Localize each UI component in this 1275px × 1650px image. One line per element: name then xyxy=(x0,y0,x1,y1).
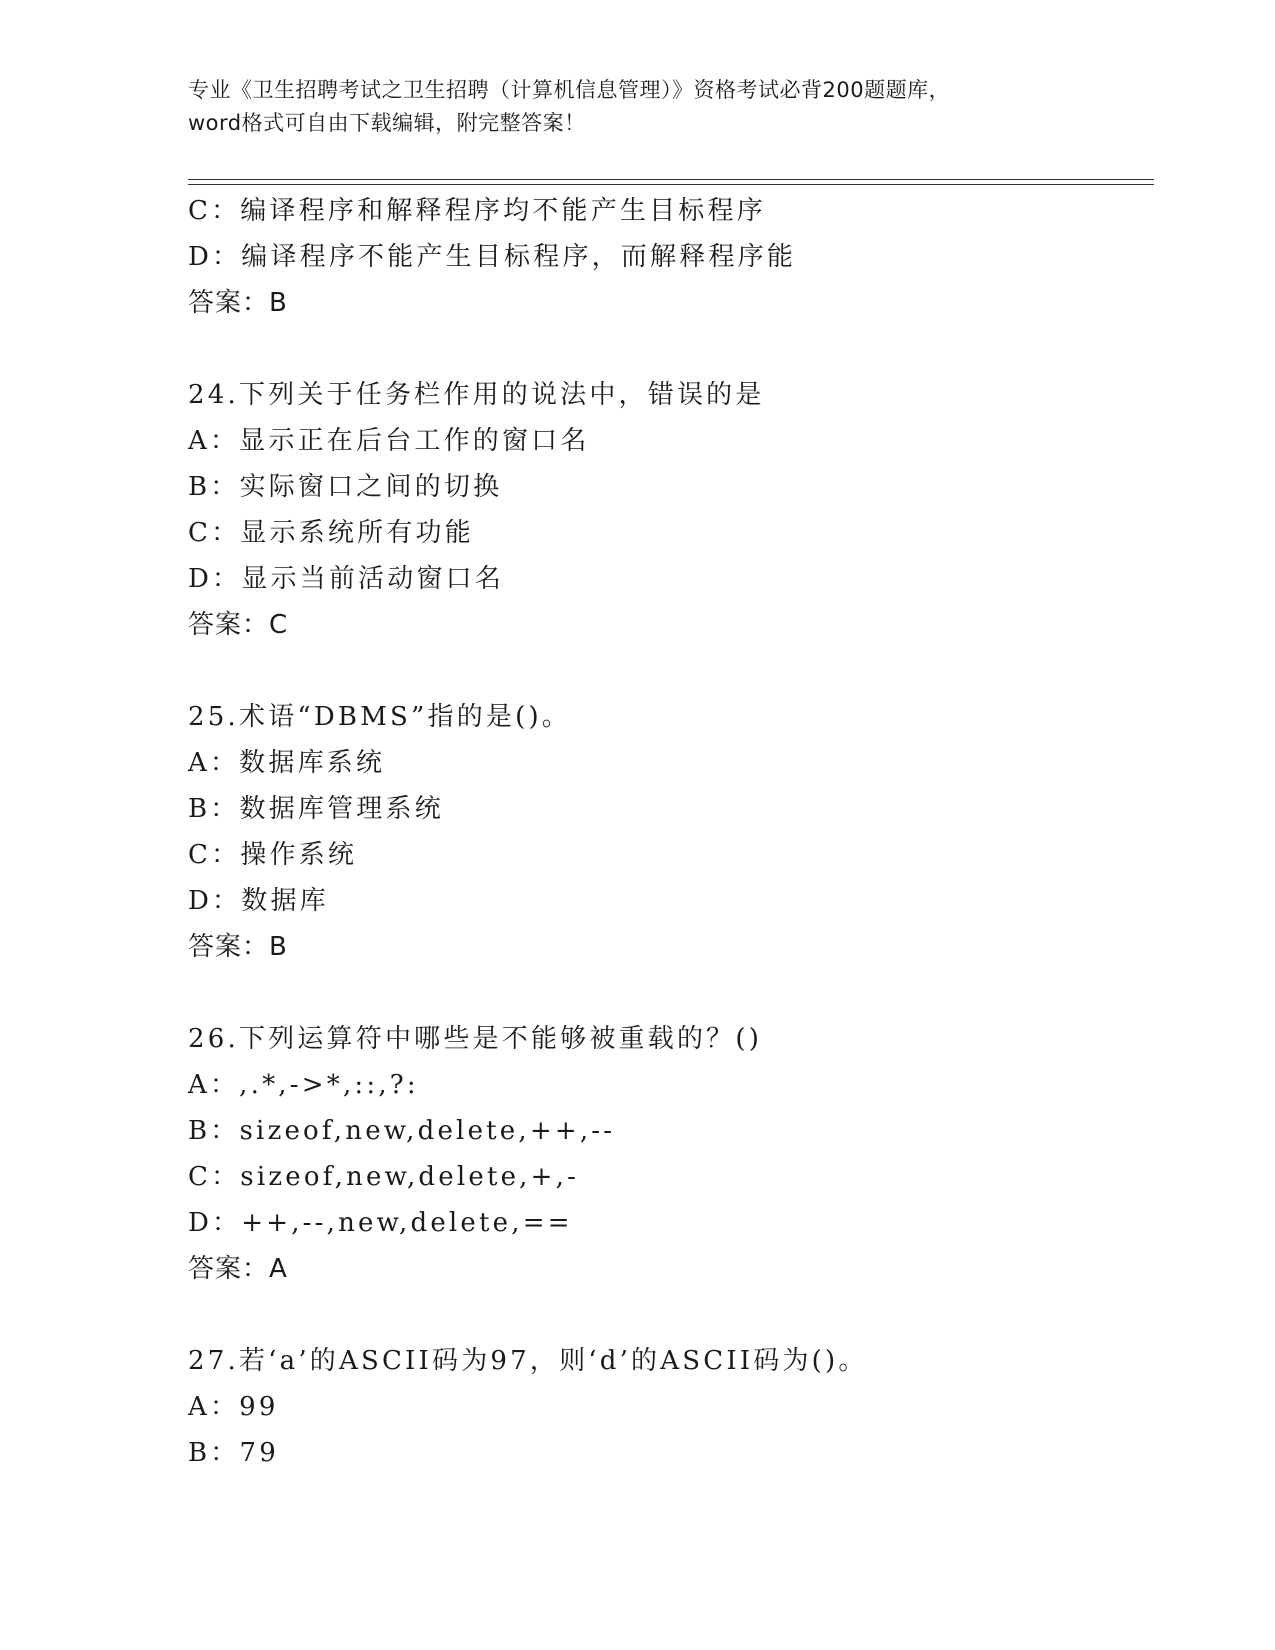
question-25-option-d: D：数据库 xyxy=(188,886,329,916)
question-27-stem: 27.若‘a’的ASCII码为97，则‘d’的ASCII码为()。 xyxy=(188,1346,868,1376)
question-27-option-a: A：99 xyxy=(188,1392,279,1422)
question-24-stem: 24.下列关于任务栏作用的说法中，错误的是 xyxy=(188,380,765,410)
prev-answer: 答案：B xyxy=(188,288,288,318)
question-25-option-b: B：数据库管理系统 xyxy=(188,794,444,824)
question-24-option-d: D：显示当前活动窗口名 xyxy=(188,564,505,594)
document-header xyxy=(188,74,1088,140)
question-25-answer: 答案：B xyxy=(188,932,288,962)
header-line-1: 专业《卫生招聘考试之卫生招聘（计算机信息管理）》资格考试必背200题题库， xyxy=(188,78,951,102)
question-27-option-b: B：79 xyxy=(188,1438,279,1468)
header-divider-top xyxy=(188,179,1154,180)
spacer xyxy=(188,648,1148,694)
prev-option-c: C：编译程序和解释程序均不能产生目标程序 xyxy=(188,196,766,226)
question-24-option-a: A：显示正在后台工作的窗口名 xyxy=(188,426,590,456)
question-26-option-d: D：++,--,new,delete,== xyxy=(188,1208,573,1238)
question-24-answer: 答案：C xyxy=(188,610,289,640)
question-26-answer: 答案：A xyxy=(188,1254,288,1284)
header-divider-bottom xyxy=(188,184,1154,185)
question-25-stem: 25.术语“DBMS”指的是()。 xyxy=(188,702,572,732)
prev-option-d: D：编译程序不能产生目标程序，而解释程序能 xyxy=(188,242,797,272)
question-26-option-b: B：sizeof,new,delete,++,-- xyxy=(188,1116,616,1146)
question-24-option-c: C：显示系统所有功能 xyxy=(188,518,474,548)
question-26-option-a: A：,.*,->*,::,?: xyxy=(188,1070,419,1100)
spacer xyxy=(188,970,1148,1016)
header-line-2: word格式可自由下载编辑，附完整答案！ xyxy=(188,111,586,135)
spacer xyxy=(188,1292,1148,1338)
question-list xyxy=(188,188,1148,1476)
question-25-option-a: A：数据库系统 xyxy=(188,748,386,778)
question-26-option-c: C：sizeof,new,delete,+,- xyxy=(188,1162,580,1192)
question-25-option-c: C：操作系统 xyxy=(188,840,358,870)
question-24-option-b: B：实际窗口之间的切换 xyxy=(188,472,503,502)
question-26-stem: 26.下列运算符中哪些是不能够被重载的？() xyxy=(188,1024,763,1054)
spacer xyxy=(188,326,1148,372)
